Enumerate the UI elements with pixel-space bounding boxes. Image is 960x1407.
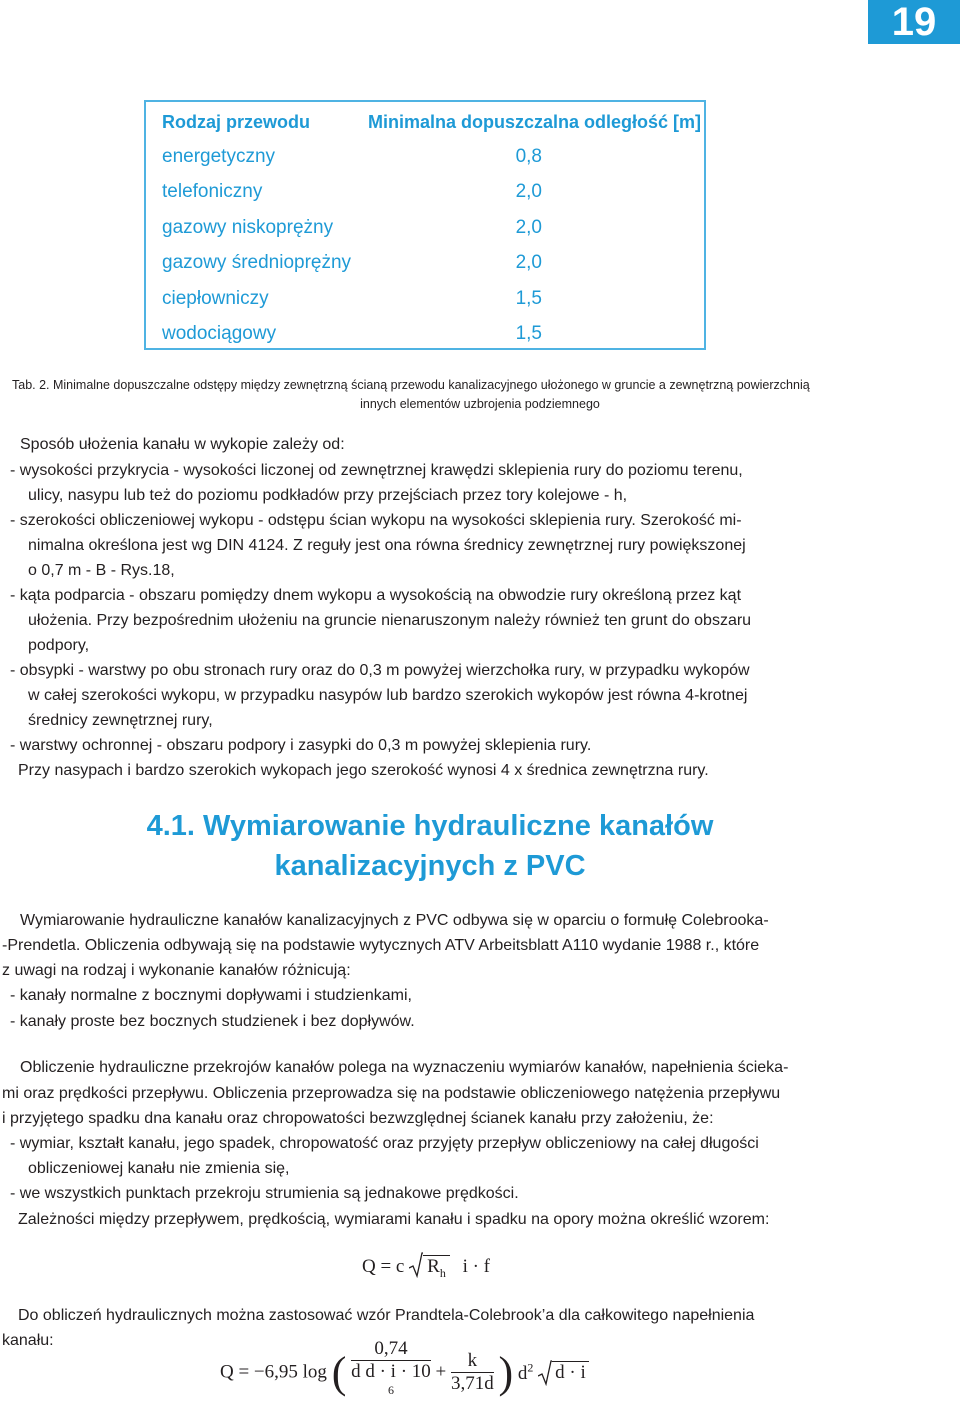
table-header bbox=[146, 104, 704, 140]
formula-d-squared bbox=[517, 1360, 534, 1384]
paragraph-line: Do obliczeń hydraulicznych można zastosować wzór Prandtela-Colebrook’a dla całkowitego napełnienia bbox=[18, 1307, 755, 1324]
sqrt-icon bbox=[409, 1252, 423, 1278]
formula-chezy bbox=[362, 1252, 490, 1281]
paragraph-line: Obliczenie hydrauliczne przekrojów kanałów polega na wyznaczeniu wymiarów kanałów, napełnienia ścieka- bbox=[20, 1059, 789, 1076]
table-row bbox=[146, 245, 704, 281]
paragraph-line: obliczeniowej kanału nie zmienia się, bbox=[28, 1160, 290, 1177]
distance-table bbox=[144, 100, 706, 350]
paren-left-icon: ( bbox=[331, 1348, 347, 1398]
cell-value: 2,0 bbox=[515, 252, 542, 273]
cell-type: wodociągowy bbox=[162, 323, 277, 344]
table-row bbox=[146, 316, 704, 352]
paragraph-line: Zależności między przepływem, prędkością, wymiarami kanału i spadku na opory można określić wzorem: bbox=[18, 1211, 770, 1228]
fraction-numerator: k bbox=[451, 1350, 494, 1373]
paragraph-line: z uwagi na rodzaj i wykonanie kanałów różnicują: bbox=[2, 962, 351, 979]
list-item: - obsypki - warstwy po obu stronach rury oraz do 0,3 m powyżej wierzchołka rury, w przypadku wykopów bbox=[10, 662, 750, 679]
formula-radicand bbox=[423, 1255, 450, 1280]
cell-value: 2,0 bbox=[515, 217, 542, 238]
cell-type: gazowy średnioprężny bbox=[162, 252, 352, 273]
cell-type: gazowy niskoprężny bbox=[162, 217, 334, 238]
list-item: - kąta podparcia - obszaru pomiędzy dnem wykopu a wysokością na obwodzie rury określoną przez kąt bbox=[10, 587, 742, 604]
formula-d: d bbox=[517, 1362, 528, 1384]
formula-radicand: d · i bbox=[552, 1361, 589, 1383]
cell-type: energetyczny bbox=[162, 146, 276, 167]
paragraph-line: i przyjętego spadku dna kanału oraz chropowatości bezwzględnej ścianek kanału przy założeniu, że: bbox=[2, 1110, 714, 1127]
fraction-2 bbox=[451, 1350, 494, 1395]
paragraph-line: średnicy zewnętrznej rury, bbox=[28, 712, 213, 729]
formula-lhs: Q = c bbox=[362, 1256, 405, 1277]
cell-value: 0,8 bbox=[515, 146, 542, 167]
list-item: - warstwy ochronnej - obszaru podpory i zasypki do 0,3 m powyżej sklepienia rury. bbox=[10, 737, 592, 754]
table-row bbox=[146, 281, 704, 317]
paragraph-line: o 0,7 m - B - Rys.18, bbox=[28, 562, 175, 579]
fraction-denominator: d d · i · 10 bbox=[351, 1361, 431, 1382]
paragraph-line: podpory, bbox=[28, 637, 90, 654]
paragraph-line: Wymiarowanie hydrauliczne kanałów kanalizacyjnych z PVC odbywa się w oparciu o formułę Colebrooka- bbox=[20, 912, 769, 929]
list-item: - wymiar, kształt kanału, jego spadek, chropowatość oraz przyjęty przepływ obliczeniowy na całej długości bbox=[10, 1135, 759, 1152]
paragraph-line: -Prendetla. Obliczenia odbywają się na podstawie wytycznych ATV Arbeitsblatt A110 wydanie 1988 r., które bbox=[2, 937, 760, 954]
cell-type: ciepłowniczy bbox=[162, 288, 269, 309]
cell-value: 2,0 bbox=[515, 181, 542, 202]
table-row bbox=[146, 210, 704, 246]
table-caption bbox=[12, 376, 948, 414]
formula-radicand-symbol: R bbox=[427, 1256, 440, 1277]
section-heading bbox=[0, 806, 860, 886]
list-item: - we wszystkich punktach przekroju strumienia są jednakowe prędkości. bbox=[10, 1185, 519, 1202]
heading-line: 4.1. Wymiarowanie hydrauliczne kanałów bbox=[146, 810, 714, 842]
header-pipe-type: Rodzaj przewodu bbox=[162, 112, 310, 132]
paragraph-line: ulicy, nasypu lub też do poziomu podkładów przy przejściach przez tory kolejowe - h, bbox=[28, 487, 628, 504]
cell-value: 1,5 bbox=[515, 323, 542, 344]
formula-colebrook bbox=[220, 1338, 589, 1396]
sqrt-icon bbox=[538, 1360, 552, 1386]
formula-rest: i · f bbox=[462, 1256, 490, 1277]
list-item: - wysokości przykrycia - wysokości liczonej od zewnętrznej krawędzi sklepienia rury do poziomu terenu, bbox=[10, 462, 743, 479]
list-item: - kanały normalne z bocznymi dopływami i studzienkami, bbox=[10, 987, 412, 1004]
paragraph-line: nimalna określona jest wg DIN 4124. Z reguły jest ona równa średnicy zewnętrznej rury powiększonej bbox=[28, 537, 746, 554]
formula-subscript: h bbox=[439, 1265, 446, 1280]
heading-line: kanalizacyjnych z PVC bbox=[274, 850, 586, 882]
paragraph-line: ułożenia. Przy bezpośrednim ułożeniu na gruncie nienaruszonym należy również ten grunt do obszaru bbox=[28, 612, 752, 629]
paragraph-line: kanału: bbox=[2, 1332, 54, 1349]
paragraph-line: mi oraz prędkości przepływu. Obliczenia przeprowadza się na podstawie obliczeniowego natężenia przepływu bbox=[2, 1085, 781, 1102]
formula-lhs: Q = −6,95 log bbox=[220, 1361, 327, 1383]
cell-value: 1,5 bbox=[515, 288, 542, 309]
plus-sign: + bbox=[435, 1361, 447, 1383]
table-row bbox=[146, 139, 704, 175]
paragraph-line: w całej szerokości wykopu, w przypadku nasypów lub bardzo szerokich wykopów jest równa 4-krotnej bbox=[28, 687, 748, 704]
list-item: - szerokości obliczeniowej wykopu - odstępu ścian wykopu na wysokości sklepienia rury. Szerokość mi- bbox=[10, 512, 742, 529]
fraction-denominator: 3,71d bbox=[451, 1373, 494, 1395]
list-item: - kanały proste bez bocznych studzienek i bez dopływów. bbox=[10, 1013, 415, 1030]
cell-type: telefoniczny bbox=[162, 181, 263, 202]
exponent: 2 bbox=[527, 1360, 534, 1375]
caption-line: innych elementów uzbrojenia podziemnego bbox=[360, 397, 600, 411]
paren-right-icon: ) bbox=[498, 1348, 514, 1398]
exponent: 6 bbox=[387, 1383, 394, 1397]
header-min-distance: Minimalna dopuszczalna odległość [m] bbox=[368, 112, 702, 132]
fraction-1 bbox=[351, 1338, 431, 1407]
caption-line: Tab. 2. Minimalne dopuszczalne odstępy między zewnętrzną ścianą przewodu kanalizacyjnego ułożonego w gruncie a zewnętrzną powierzchnią bbox=[12, 378, 810, 392]
page-number: 19 bbox=[868, 0, 960, 44]
paragraph-line: Przy nasypach i bardzo szerokich wykopach jego szerokość wynosi 4 x średnica zewnętrzna rury. bbox=[18, 762, 709, 779]
fraction-numerator: 0,74 bbox=[351, 1338, 431, 1361]
table-row bbox=[146, 174, 704, 210]
paragraph-line: Sposób ułożenia kanału w wykopie zależy od: bbox=[20, 436, 345, 453]
